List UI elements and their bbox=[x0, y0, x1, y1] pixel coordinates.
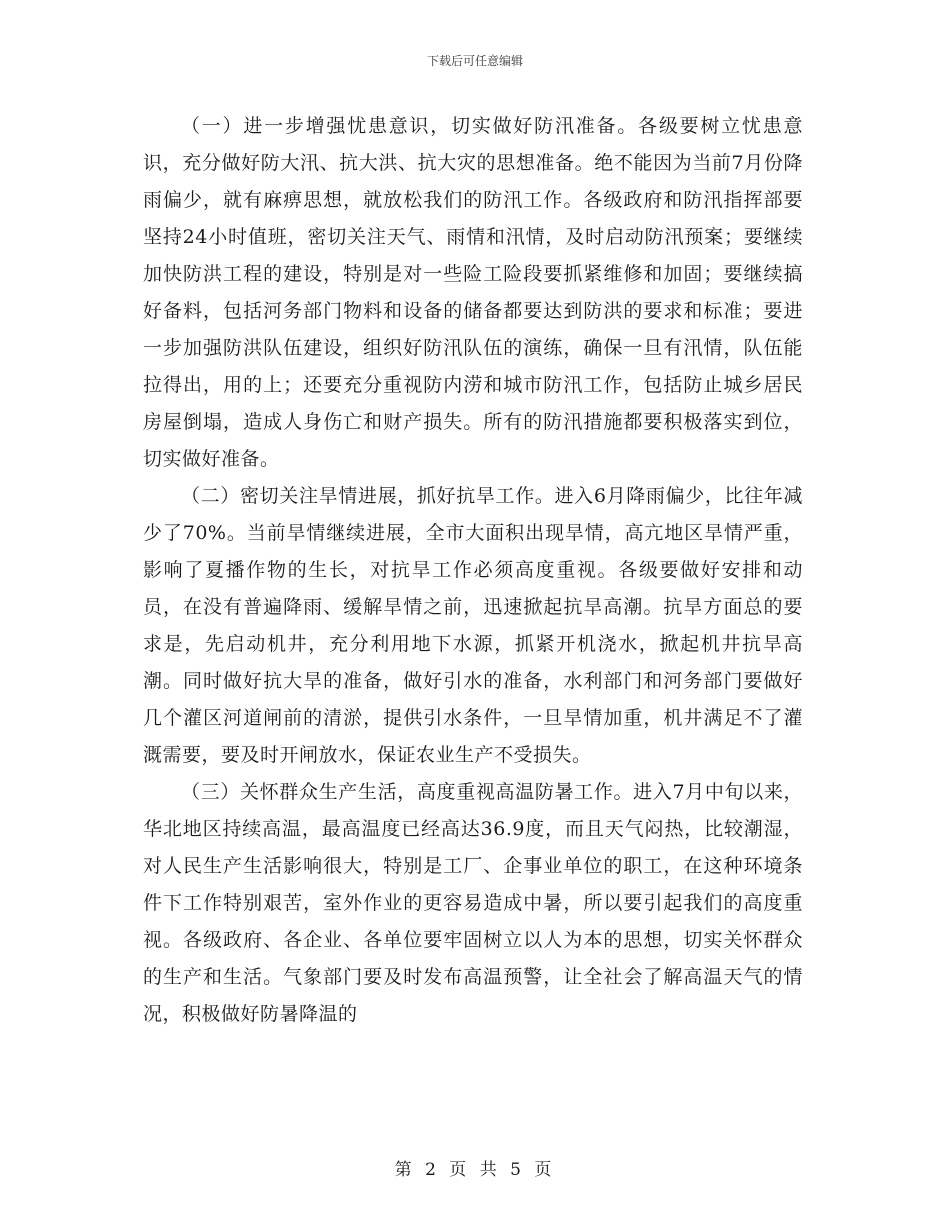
paragraph-1: （一）进一步增强忧患意识，切实做好防汛准备。各级要树立忧患意识，充分做好防大汛、抗大洪、抗大灾的思想准备。绝不能因为当前7月份降雨偏少，就有麻痹思想，就放松我们的防汛工作。各级政府和防汛指挥部要坚持24小时值班，密切关注天气、雨情和汛情，及时启动防汛预案；要继续加快防洪工程的建设，特别是对一些险工险段要抓紧维修和加固；要继续搞好备料，包括河务部门物料和设备的储备都要达到防洪的要求和标准；要进一步加强防洪队伍建设，组织好防汛队伍的演练，确保一旦有汛情，队伍能拉得出，用的上；还要充分重视防内涝和城市防汛工作，包括防止城乡居民房屋倒塌，造成人身伤亡和财产损失。所有的防汛措施都要积极落实到位，切实做好准备。 bbox=[143, 115, 803, 470]
document-body bbox=[143, 108, 803, 1033]
page-number: 第 2 页 共 5 页 bbox=[394, 1160, 556, 1180]
paragraph-3: （三）关怀群众生产生活，高度重视高温防暑工作。进入7月中旬以来，华北地区持续高温，最高温度已经高达36.9度，而且天气闷热，比较潮湿，对人民生产生活影响很大，特别是工厂、企事业单位的职工，在这种环境条件下工作特别艰苦，室外作业的更容易造成中暑，所以要引起我们的高度重视。各级政府、各企业、各单位要牢固树立以人为本的思想，切实关怀群众的生产和生活。气象部门要及时发布高温预警，让全社会了解高温天气的情况，积极做好防暑降温的 bbox=[143, 781, 803, 1025]
page-header-note: 下载后可任意编辑 bbox=[426, 54, 523, 68]
paragraph-2: （二）密切关注旱情进展，抓好抗旱工作。进入6月降雨偏少，比往年减少了70%。当前旱情继续进展，全市大面积出现旱情，高亢地区旱情严重，影响了夏播作物的生长，对抗旱工作必须高度重视。各级要做好安排和动员，在没有普遍降雨、缓解旱情之前，迅速掀起抗旱高潮。抗旱方面总的要求是，先启动机井，充分利用地下水源，抓紧开机浇水，掀起机井抗旱高潮。同时做好抗大旱的准备，做好引水的准备，水利部门和河务部门要做好几个灌区河道闸前的清淤，提供引水条件，一旦旱情加重，机井满足不了灌溉需要，要及时开闸放水，保证农业生产不受损失。 bbox=[143, 485, 803, 766]
